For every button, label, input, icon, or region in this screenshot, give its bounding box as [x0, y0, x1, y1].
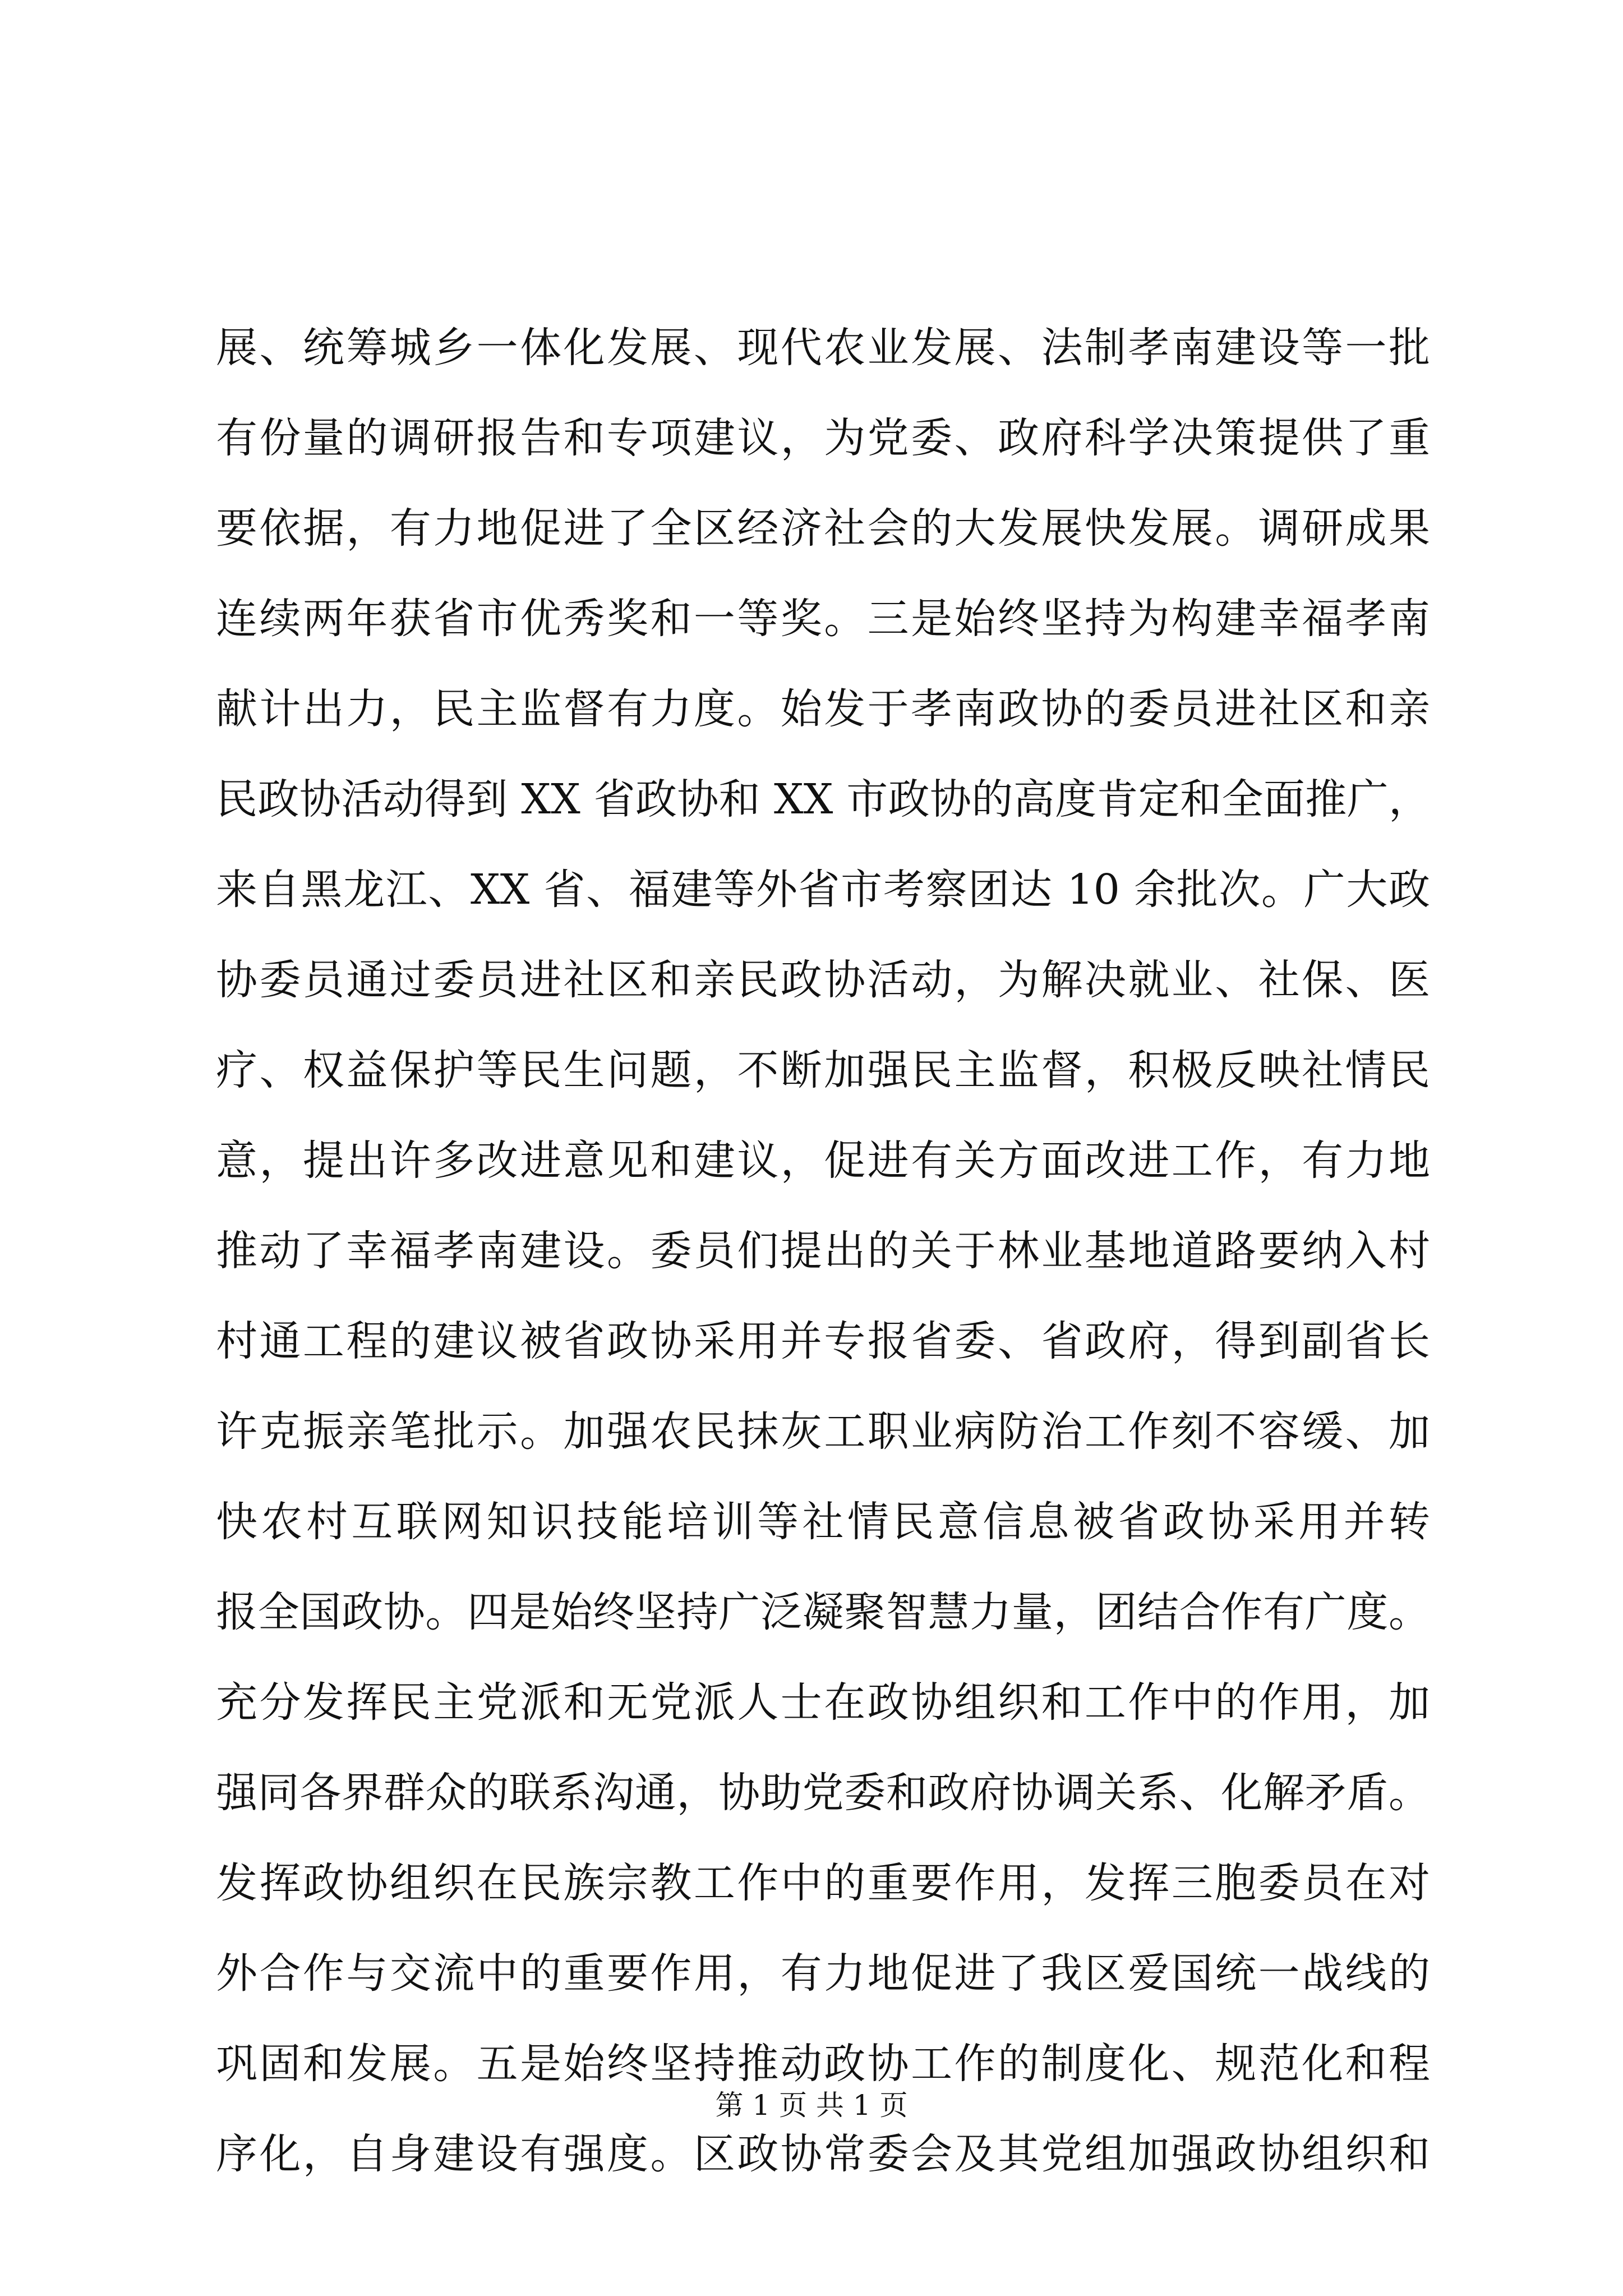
- body-text: [216, 303, 1430, 2200]
- text-line: 村通工程的建议被省政协采用并专报省委、省政府，得到副省长: [216, 1317, 1430, 1365]
- text-line: 协委员通过委员进社区和亲民政协活动，为解决就业、社保、医: [216, 956, 1430, 1004]
- text-line: 许克振亲笔批示。加强农民抹灰工职业病防治工作刻不容缓、加: [216, 1407, 1430, 1456]
- text-line: 强同各界群众的联系沟通，协助党委和政府协调关系、化解矛盾。: [216, 1769, 1430, 1817]
- text-line: 民政协活动得到 XX 省政协和 XX 市政协的高度肯定和全面推广，: [216, 775, 1430, 823]
- text-line: 献计出力，民主监督有力度。始发于孝南政协的委员进社区和亲: [216, 685, 1430, 733]
- text-line: 充分发挥民主党派和无党派人士在政协组织和工作中的作用，加: [216, 1678, 1430, 1727]
- text-line: 来自黑龙江、XX 省、福建等外省市考察团达 10 余批次。广大政: [216, 866, 1430, 914]
- text-line: 要依据，有力地促进了全区经济社会的大发展快发展。调研成果: [216, 504, 1430, 553]
- text-line: 报全国政协。四是始终坚持广泛凝聚智慧力量，团结合作有广度。: [216, 1588, 1430, 1636]
- text-line: 序化，自身建设有强度。区政协常委会及其党组加强政协组织和: [216, 2130, 1430, 2178]
- text-line: 连续两年获省市优秀奖和一等奖。三是始终坚持为构建幸福孝南: [216, 595, 1430, 643]
- text-line: 疗、权益保护等民生问题，不断加强民主监督，积极反映社情民: [216, 1046, 1430, 1094]
- page-footer: 第 1 页 共 1 页: [715, 2089, 908, 2122]
- text-line: 推动了幸福孝南建设。委员们提出的关于林业基地道路要纳入村: [216, 1227, 1430, 1275]
- text-line: 快农村互联网知识技能培训等社情民意信息被省政协采用并转: [216, 1498, 1430, 1546]
- text-line: 发挥政协组织在民族宗教工作中的重要作用，发挥三胞委员在对: [216, 1859, 1430, 1907]
- text-line: 巩固和发展。五是始终坚持推动政协工作的制度化、规范化和程: [216, 2040, 1430, 2088]
- text-line: 有份量的调研报告和专项建议，为党委、政府科学决策提供了重: [216, 414, 1430, 462]
- text-line: 展、统筹城乡一体化发展、现代农业发展、法制孝南建设等一批: [216, 324, 1430, 372]
- text-line: 外合作与交流中的重要作用，有力地促进了我区爱国统一战线的: [216, 1949, 1430, 1998]
- text-line: 意，提出许多改进意见和建议，促进有关方面改进工作，有力地: [216, 1137, 1430, 1185]
